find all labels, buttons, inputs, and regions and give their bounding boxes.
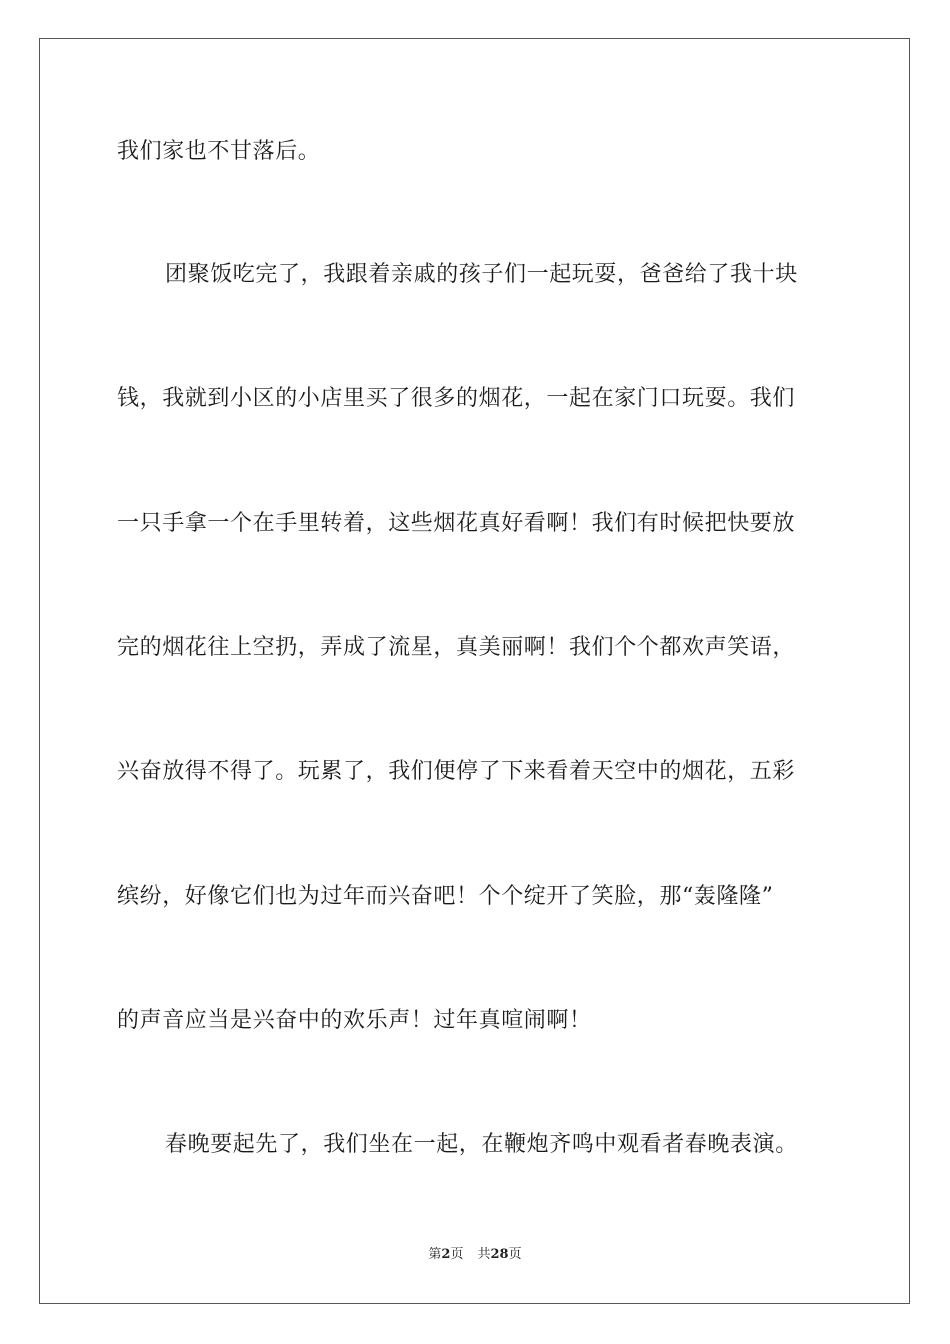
footer-page-number: 2 xyxy=(441,1247,451,1262)
footer-page-prefix: 第 xyxy=(428,1247,442,1262)
text-line: 一只手拿一个在手里转着，这些烟花真好看啊！我们有时候把快要放 xyxy=(117,511,796,536)
paragraph-start-line: 团聚饭吃完了，我跟着亲戚的孩子们一起玩耍，爸爸给了我十块 xyxy=(165,262,798,287)
page-footer xyxy=(0,1246,950,1264)
footer-total-prefix: 共 xyxy=(477,1247,491,1262)
text-line: 兴奋放得不得了。玩累了，我们便停了下来看着天空中的烟花，五彩 xyxy=(117,759,796,784)
text-line: 缤纷，好像它们也为过年而兴奋吧！个个绽开了笑脸，那“轰隆隆” xyxy=(117,884,774,909)
text-line: 完的烟花往上空扔，弄成了流星，真美丽啊！我们个个都欢声笑语， xyxy=(117,635,796,660)
text-line: 钱，我就到小区的小店里买了很多的烟花，一起在家门口玩耍。我们 xyxy=(117,386,796,411)
footer-total-pages: 28 xyxy=(490,1247,509,1262)
paragraph-start-line: 春晚要起先了，我们坐在一起，在鞭炮齐鸣中观看者春晚表演。 xyxy=(165,1132,798,1157)
text-line: 的声音应当是兴奋中的欢乐声！过年真喧闹啊！ xyxy=(117,1008,592,1033)
page-border xyxy=(39,38,910,1304)
text-line: 我们家也不甘落后。 xyxy=(117,139,321,164)
footer-total-suffix: 页 xyxy=(508,1247,522,1262)
footer-page-suffix: 页 xyxy=(450,1247,464,1262)
